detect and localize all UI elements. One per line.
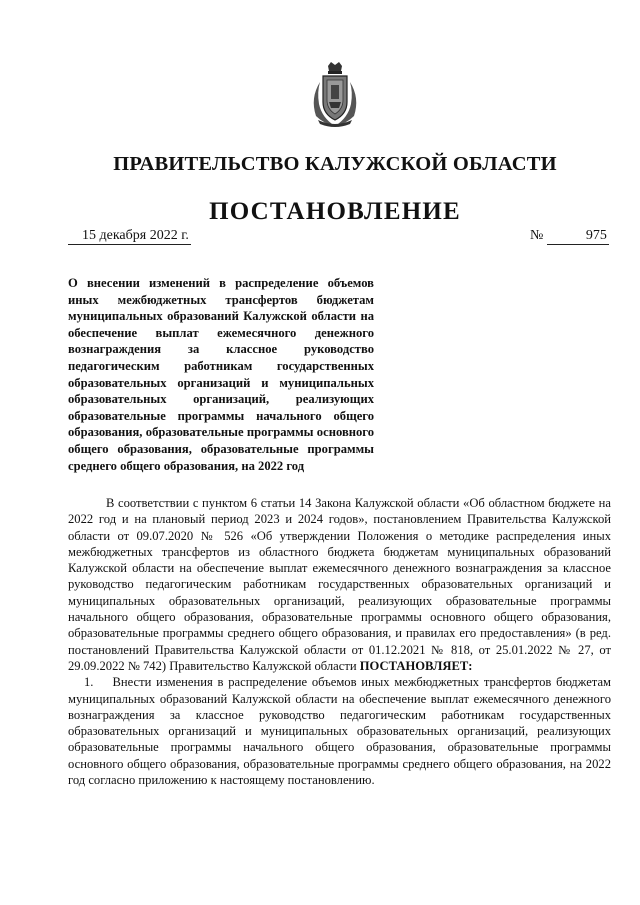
document-subject: О внесении изменений в распределение объемов иных межбюджетных трансфертов бюджетам муниципальных образований Калужской области на обеспечение выплат ежемесячного денежного вознаграждения за классное руководство педагогическим работникам государственных образовательных организаций и муниципальных образовательных организаций, реализующих образовательные программы начального общего образования, образовательные программы основного общего образования, образовательные программы среднего общего образования, на 2022 год [68,276,374,473]
document-body [68,495,611,788]
number-value: 975 [547,228,609,245]
item-1-number: 1. [84,675,94,690]
item-1-paragraph [68,674,611,788]
document-date [68,228,191,245]
decree-word: ПОСТАНОВЛЯЕТ: [359,658,473,673]
government-title: ПРАВИТЕЛЬСТВО КАЛУЖСКОЙ ОБЛАСТИ [113,153,557,175]
document-type: ПОСТАНОВЛЕНИЕ [209,198,461,225]
number-label: № [530,228,544,243]
document-number [530,228,609,245]
preamble-text: В соответствии с пунктом 6 статьи 14 Закона Калужской области «Об областном бюджете на 2022 год и на плановый период 2023 и 2024 годов», постановлением Правительства Калужской области от 09.07.2020 № 526 «Об утверждении Положения о методике распределения иных межбюджетных трансфертов из областного бюджета бюджетам муниципальных образований Калужской области на обеспечение выплат ежемесячного денежного вознаграждения за классное руководство педагогическим работникам государственных образовательных организаций и муниципальных образовательных организаций, реализующих образовательные программы начального общего образования, образовательные программы основного общего образования, образовательные программы среднего общего образования, и правилах его предоставления» (в ред. постановлений Правительства Калужской области от 01.12.2021 № 818, от 25.01.2022 № 27, от 29.09.2022 № 742) Правительство Калужской области [68,496,611,673]
coat-of-arms-icon [306,62,364,128]
preamble-paragraph [68,495,611,674]
date-value: 15 декабря 2022 г. [68,228,191,245]
item-1-text: Внести изменения в распределение объемов иных межбюджетных трансфертов бюджетам муниципальных образований Калужской области на обеспечение выплат ежемесячного денежного вознаграждения за классное руководство педагогическим работникам государственных образовательных организаций и муниципальных образовательных организаций, реализующих образовательные программы начального общего образования, образовательные программы основного общего образования, образовательные программы среднего общего образования, на 2022 год согласно приложению к настоящему постановлению. [68,675,611,788]
